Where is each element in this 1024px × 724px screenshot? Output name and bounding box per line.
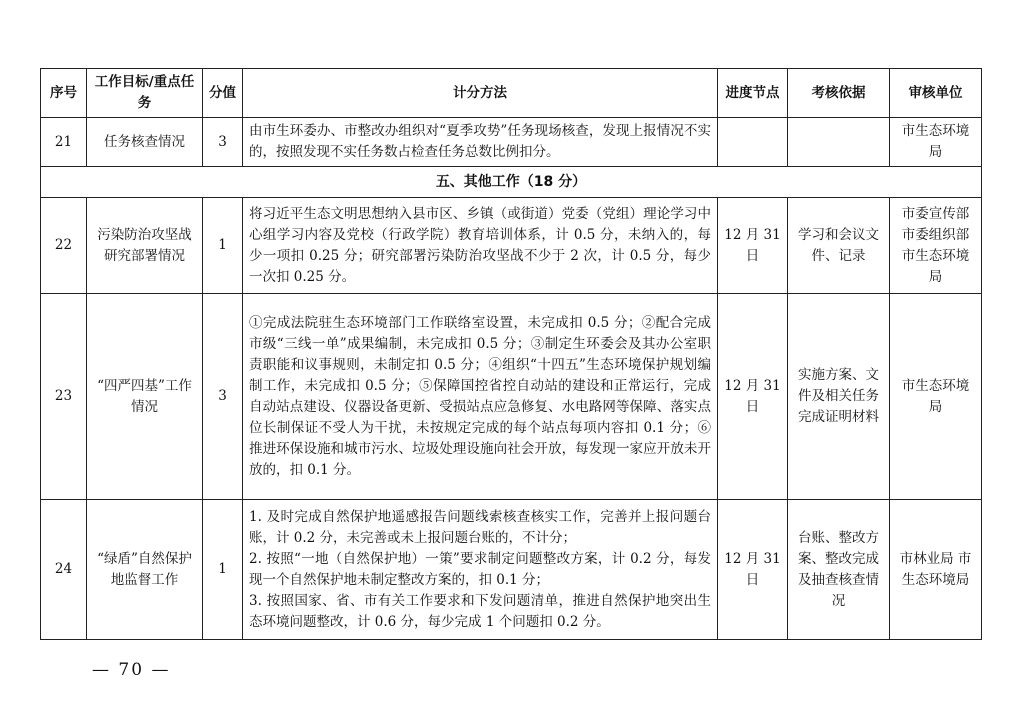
row-deadline: 12 月 31 日 [718,500,788,640]
row-unit: 市林业局 市生态环境局 [890,500,982,640]
row-method [243,198,718,294]
method-line: 1. 及时完成自然保护地遥感报告问题线索核查核实工作，完善并上报问题台账，计 0.2 分，未完善或未上报问题台账的，不计分； [249,508,711,546]
table-row [41,198,982,294]
row-unit: 市生态环境局 [890,118,982,167]
method-line: 3. 按照国家、省、市有关工作要求和下发问题清单，推进自然保护地突出生态环境问题整改，计 0.6 分，每少完成 1 个问题扣 0.2 分。 [249,592,711,630]
row-target: 任务核查情况 [87,118,203,167]
row-no: 22 [41,198,87,294]
row-unit: 市委宣传部 市委组织部 市生态环境局 [890,198,982,294]
row-target: “绿盾”自然保护地监督工作 [87,500,203,640]
header-method: 计分方法 [243,69,718,118]
row-score: 3 [203,294,243,500]
row-score: 3 [203,118,243,167]
method-line: 2. 按照“一地（自然保护地）一策”要求制定问题整改方案，计 0.2 分，每发现一个自然保护地未制定整改方案的，扣 0.1 分； [249,550,711,588]
method-line: 将习近平生态文明思想纳入县市区、乡镇（或街道）党委（党组）理论学习中心组学习内容及党校（行政学院）教育培训体系，计 0.5 分，未纳入的，每少一项扣 0.25 分；研究部署污染防治攻坚战不少于 2 次，计 0.5 分，每少一次扣 0.25 分。 [249,205,711,285]
row-no: 24 [41,500,87,640]
header-unit: 审核单位 [890,69,982,118]
section-title: 五、其他工作（18 分） [41,167,982,198]
row-target: “四严四基”工作情况 [87,294,203,500]
row-no: 23 [41,294,87,500]
header-target: 工作目标/重点任务 [87,69,203,118]
method-line: ①完成法院驻生态环境部门工作联络室设置，未完成扣 0.5 分；②配合完成市级“三线一单”成果编制，未完成扣 0.5 分；③制定生环委会及其办公室职责职能和议事规则，未制定扣 0.5 分；④组织“十四五”生态环境保护规划编制工作，未完成扣 0.5 分；⑤保障国控省控自动站的建设和正常运行，完成自动站点建设、仪器设备更新、受损站点应急修复、水电路网等保障、落实点位长制保证不受人为干扰，未按规定完成的每个站点每项内容扣 0.1 分；⑥推进环保设施和城市污水、垃圾处理设施向社会开放，每发现一家应开放未开放的，扣 0.1 分。 [249,314,711,478]
header-basis: 考核依据 [788,69,890,118]
row-deadline: 12 月 31 日 [718,198,788,294]
row-no: 21 [41,118,87,167]
row-unit: 市生态环境局 [890,294,982,500]
table-row [41,118,982,167]
row-basis: 学习和会议文件、记录 [788,198,890,294]
header-deadline: 进度节点 [718,69,788,118]
row-basis [788,118,890,167]
row-score: 1 [203,198,243,294]
row-method [243,294,718,500]
table-row [41,500,982,640]
row-method [243,500,718,640]
row-basis: 台账、整改方案、整改完成及抽查核查情况 [788,500,890,640]
table-row [41,294,982,500]
row-deadline: 12 月 31 日 [718,294,788,500]
row-deadline [718,118,788,167]
row-score: 1 [203,500,243,640]
assessment-table [40,68,982,640]
header-score: 分值 [203,69,243,118]
page-number: — 70 — [92,660,171,680]
header-no: 序号 [41,69,87,118]
method-line: 由市生环委办、市整改办组织对“夏季攻势”任务现场核查，发现上报情况不实的，按照发现不实任务数占检查任务总数比例扣分。 [249,123,711,160]
row-target: 污染防治攻坚战研究部署情况 [87,198,203,294]
row-basis: 实施方案、文件及相关任务完成证明材料 [788,294,890,500]
row-method [243,118,718,167]
header-row [41,69,982,118]
section-row [41,167,982,198]
